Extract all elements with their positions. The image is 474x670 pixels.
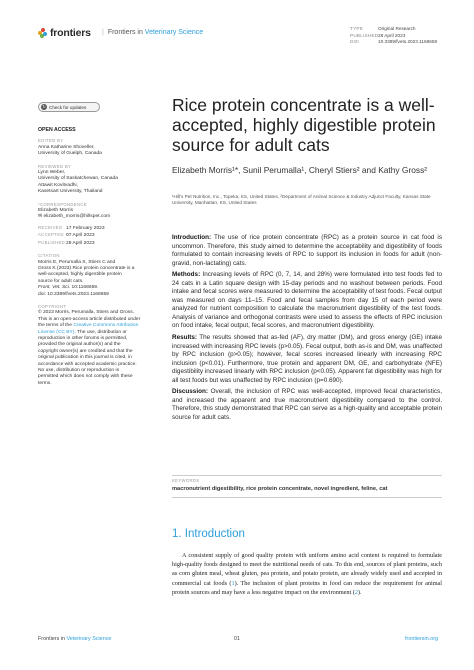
meta-published: PUBLISHED28 April 2023 bbox=[350, 32, 406, 38]
footer-journal[interactable]: Frontiers in Veterinary Science bbox=[38, 636, 112, 642]
citation-label: CITATION bbox=[38, 253, 60, 259]
page-header bbox=[38, 27, 438, 47]
open-access-label: OPEN ACCESS bbox=[38, 127, 76, 133]
reference-link-2[interactable]: 2 bbox=[354, 588, 358, 596]
date-received: RECEIVED 17 February 2023 bbox=[38, 224, 105, 231]
license-link-2[interactable]: License (CC BY) bbox=[38, 329, 75, 335]
article-authors[interactable]: Elizabeth Morris¹*, Sunil Perumalla¹, Cheryl Stiers² and Kathy Gross² bbox=[172, 165, 428, 175]
edited-by-label: EDITED BY bbox=[38, 138, 64, 144]
meta-type: TYPE Original Research bbox=[350, 26, 416, 31]
abstract bbox=[172, 234, 442, 425]
keywords-divider-top bbox=[172, 475, 442, 476]
introduction-paragraph: A consistent supply of good quality protein with uniform amino acid content is required to formulate high-quality foods designed to meet the nutritional needs of cats. To this end, sources of plant proteins, such as corn gluten meal, wheat gluten, pea protein, and potato protein, are already widely used and accepted in commercial cat foods (1). The inclusion of plant proteins in food can reduce the requirement for animal protein sources and may have a less negative impact on the environment (2). bbox=[172, 552, 442, 596]
check-for-updates-button[interactable]: ↻ Check for updates bbox=[38, 102, 100, 112]
date-published: PUBLISHED28 April 2023 bbox=[38, 239, 95, 246]
footer-website-link[interactable]: frontiersin.org bbox=[405, 636, 438, 642]
keywords-label: KEYWORDS bbox=[172, 478, 200, 483]
correspondence-email[interactable]: ✉ elizabeth_morris@hillspet.com bbox=[38, 214, 111, 220]
copyright-label: COPYRIGHT bbox=[38, 303, 67, 309]
section-heading-introduction: 1. Introduction bbox=[172, 528, 245, 540]
article-meta bbox=[350, 26, 474, 46]
reference-link-1[interactable]: 1 bbox=[231, 579, 235, 587]
meta-doi[interactable]: DOI 10.3389/fvets.2023.1168659 bbox=[350, 39, 438, 45]
journal-name[interactable]: | Frontiers in Veterinary Science bbox=[102, 29, 204, 36]
abstract-results: Results: The results showed that as-fed (AF), dry matter (DM), and gross energy (GE) intake increased with increasing RPC levels (p>0.05). Fecal output, both as-is and DM, was unaffected by RPC inclusion (p>0.05); however, fecal scores increased linearly with increasing RPC inclusion (p<0.01). Furthermore, true protein and apparent DM, GE, and carbohydrate (NFE) digestibility increased linearly with RPC inclusion (p<0.05). Apparent fat digestibility was high for all test foods but was unaffected by RPC inclusion (p=0.690). bbox=[172, 334, 442, 384]
date-accepted: ACCEPTED 07 April 2023 bbox=[38, 232, 95, 239]
citation-doi[interactable]: doi: 10.3389/fvets.2023.1168659 bbox=[38, 291, 109, 297]
refresh-icon: ↻ bbox=[42, 104, 46, 109]
frontiers-logo-icon bbox=[38, 28, 48, 38]
keywords-divider-bottom bbox=[172, 497, 442, 498]
author-affiliations: ¹Hill's Pet Nutrition, Inc., Topeka, KS, United States, ²Department of Animal Science & Industry Adjunct Faculty, Kansas State University, Manhattan, KS, United States bbox=[172, 194, 431, 205]
keywords: macronutrient digestibility, rice protein concentrate, novel ingredient, feline, cat bbox=[172, 486, 388, 492]
logo-wordmark: frontiers bbox=[50, 27, 91, 39]
frontiers-logo[interactable] bbox=[38, 27, 91, 39]
correspondence-label: *CORRESPONDENCE bbox=[38, 201, 87, 207]
abstract-methods: Methods: Increasing levels of RPC (0, 7, 14, and 28%) were formulated into test foods fed to 24 cats in a Latin square design with 15-day periods and no washout between periods. Food intake and fecal scores were measured to determine the acceptability of test foods. Fecal output was measured on days 11–15. Food and fecal samples from day 15 of each period were analyzed for nutrient composition to calculate the macronutrient digestibility of the test foods. Analysis of variance and orthogonal contrasts were used to assess the effects of RPC inclusion on food intake, fecal output, fecal scores, and macronutrient digestibility. bbox=[172, 271, 442, 330]
reviewed-by-label: REVIEWED BY bbox=[38, 163, 72, 169]
license-link[interactable]: Creative Commons Attribution bbox=[73, 323, 139, 329]
article-sidebar: OPEN ACCESS EDITED BY Anna Katharine Shoveller, University of Guelph, Canada REVIEWED BY Lynn Weber, University of Saskatchewan, Canada Attawit Kovitvadhi, Kasetsart University, Thailand *CORRESPONDENCE Elizabeth Morris ✉ elizabeth_morris@hillspet.com RECEIVED 17 February 2023 ACCEPTED 07 April 2023 PUBLISHED28 April 2023 CITATION Morris E, Perumalla S, Stiers C and Gross K (2023) Rice protein concentrate is a well-accepted, highly digestible protein source for adult cats. Front. Vet. Sci. 10:1168659. doi: 10.3389/fvets.2023.1168659 COPYRIGHT © 2023 Morris, Perumalla, Stiers and Gross. This is an open-access article distributed under the terms of the Creative Commons Attribution License (CC BY). The use, distribution or reproduction in other forums is permitted, provided the original author(s) and the copyright owner(s) are credited and that the original publication in this journal is cited, in accordance with accepted academic practice. No use, distribution or reproduction is permitted which does not comply with these terms. bbox=[38, 127, 158, 387]
abstract-discussion: Discussion: Overall, the inclusion of RPC was well-accepted, improved fecal characteristics, and increased the apparent and true macronutrient digestibility compared to the control. Therefore, this study demonstrated that RPC can serve as a high-quality and acceptable protein source for adult cats. bbox=[172, 388, 442, 421]
abstract-introduction: Introduction: The use of rice protein concentrate (RPC) as a protein source in cat food is uncommon. Therefore, this study aimed to determine the acceptability and digestibility of foods formulated to contain increasing levels of RPC to support its inclusion in foods for adult (non-gravid, non-lactating) cats. bbox=[172, 234, 442, 267]
article-title: Rice protein concentrate is a well-accepted, highly digestible protein source for adult cats bbox=[172, 95, 436, 155]
page-number: 01 bbox=[234, 636, 240, 642]
